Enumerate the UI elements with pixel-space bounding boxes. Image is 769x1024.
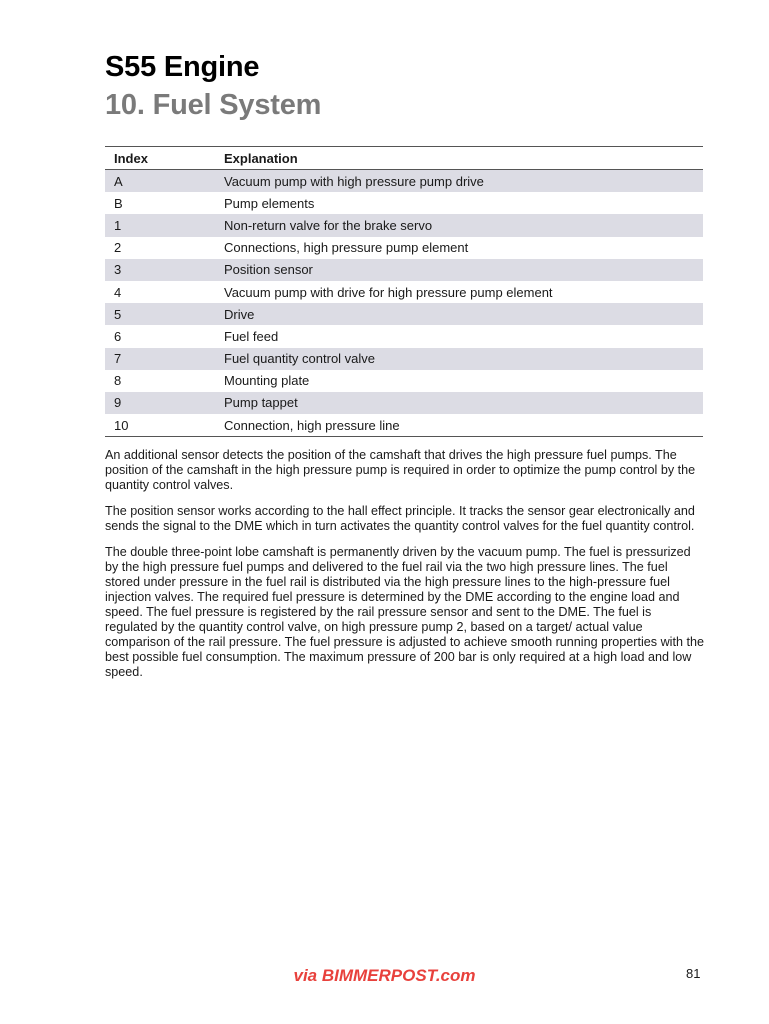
column-header-index: Index: [105, 147, 224, 170]
section-title: 10. Fuel System: [105, 89, 322, 121]
table-cell-explanation: Position sensor: [224, 259, 703, 281]
table-cell-explanation: Vacuum pump with drive for high pressure pump element: [224, 284, 553, 300]
table-cell-explanation: Non-return valve for the brake servo: [224, 214, 703, 236]
table-row: [105, 414, 703, 437]
table-row: [105, 237, 703, 259]
table-cell-explanation: Fuel quantity control valve: [224, 348, 703, 370]
paragraph-camshaft-sensor: An additional sensor detects the position of the camshaft that drives the high pressure fuel pumps. The position of the camshaft in the high pressure pump is required in order to optimize the pump control by the quantity control valves.: [105, 448, 696, 492]
table-cell-index: 5: [105, 303, 224, 325]
table-cell-index: 3: [105, 259, 224, 281]
paragraph-fuel-pressure: The double three-point lobe camshaft is permanently driven by the vacuum pump. The fuel is pressurized by the high pressure fuel pumps and delivered to the fuel rail via the two high pressure lines. The fuel stored under pressure in the fuel rail is distributed via the high pressure lines to the high-pressure fuel injection valves. The required fuel pressure is determined by the DME according to the engine load and speed. The fuel pressure is registered by the rail pressure sensor and sent to the DME. The fuel is regulated by the quantity control valve, on high pressure pump 2, based on a target/ actual value comparison of the rail pressure. The fuel pressure is adjusted to achieve smooth running properties with the best possible fuel consumption. The maximum pressure of 200 bar is only required at a high load and low speed.: [105, 545, 704, 679]
table-row: [105, 325, 703, 347]
table-cell-index: 2: [114, 240, 122, 256]
document-title: S55 Engine: [105, 51, 260, 83]
column-header-explanation: Explanation: [224, 147, 703, 170]
table-cell-index: A: [105, 170, 224, 193]
table-cell-explanation: Connections, high pressure pump element: [224, 240, 469, 256]
table-cell-explanation: Pump elements: [224, 195, 315, 211]
table-cell-explanation: Drive: [224, 303, 703, 325]
table-cell-index: 10: [114, 417, 129, 433]
table-row: [105, 259, 703, 281]
table-cell-index: 6: [114, 328, 122, 344]
table-row: [105, 192, 703, 214]
table-cell-explanation: Connection, high pressure line: [224, 417, 400, 433]
page-number: 81: [686, 966, 701, 981]
table-row: [105, 392, 703, 414]
table-cell-index: 7: [105, 348, 224, 370]
table-cell-explanation: Vacuum pump with high pressure pump drive: [224, 170, 703, 193]
table-row: [105, 281, 703, 303]
table-row: [105, 303, 703, 325]
table-cell-index: 1: [105, 214, 224, 236]
table-cell-explanation: Pump tappet: [224, 392, 703, 414]
table-header-row: [105, 147, 703, 170]
table-cell-index: B: [114, 195, 123, 211]
table-row: [105, 348, 703, 370]
body-text: [105, 448, 705, 691]
table-cell-explanation: Mounting plate: [224, 373, 310, 389]
table-row: [105, 170, 703, 193]
table-row: [105, 370, 703, 392]
watermark-link[interactable]: via BIMMERPOST.com: [293, 966, 476, 985]
table-row: [105, 214, 703, 236]
table-cell-index: 4: [114, 284, 122, 300]
table-cell-index: 8: [114, 373, 122, 389]
paragraph-position-sensor: The position sensor works according to the hall effect principle. It tracks the sensor gear electronically and sends the signal to the DME which in turn activates the quantity control valves for the fuel quantity control.: [105, 504, 695, 533]
table-cell-explanation: Fuel feed: [224, 328, 279, 344]
index-table: [105, 146, 703, 437]
table-cell-index: 9: [105, 392, 224, 414]
